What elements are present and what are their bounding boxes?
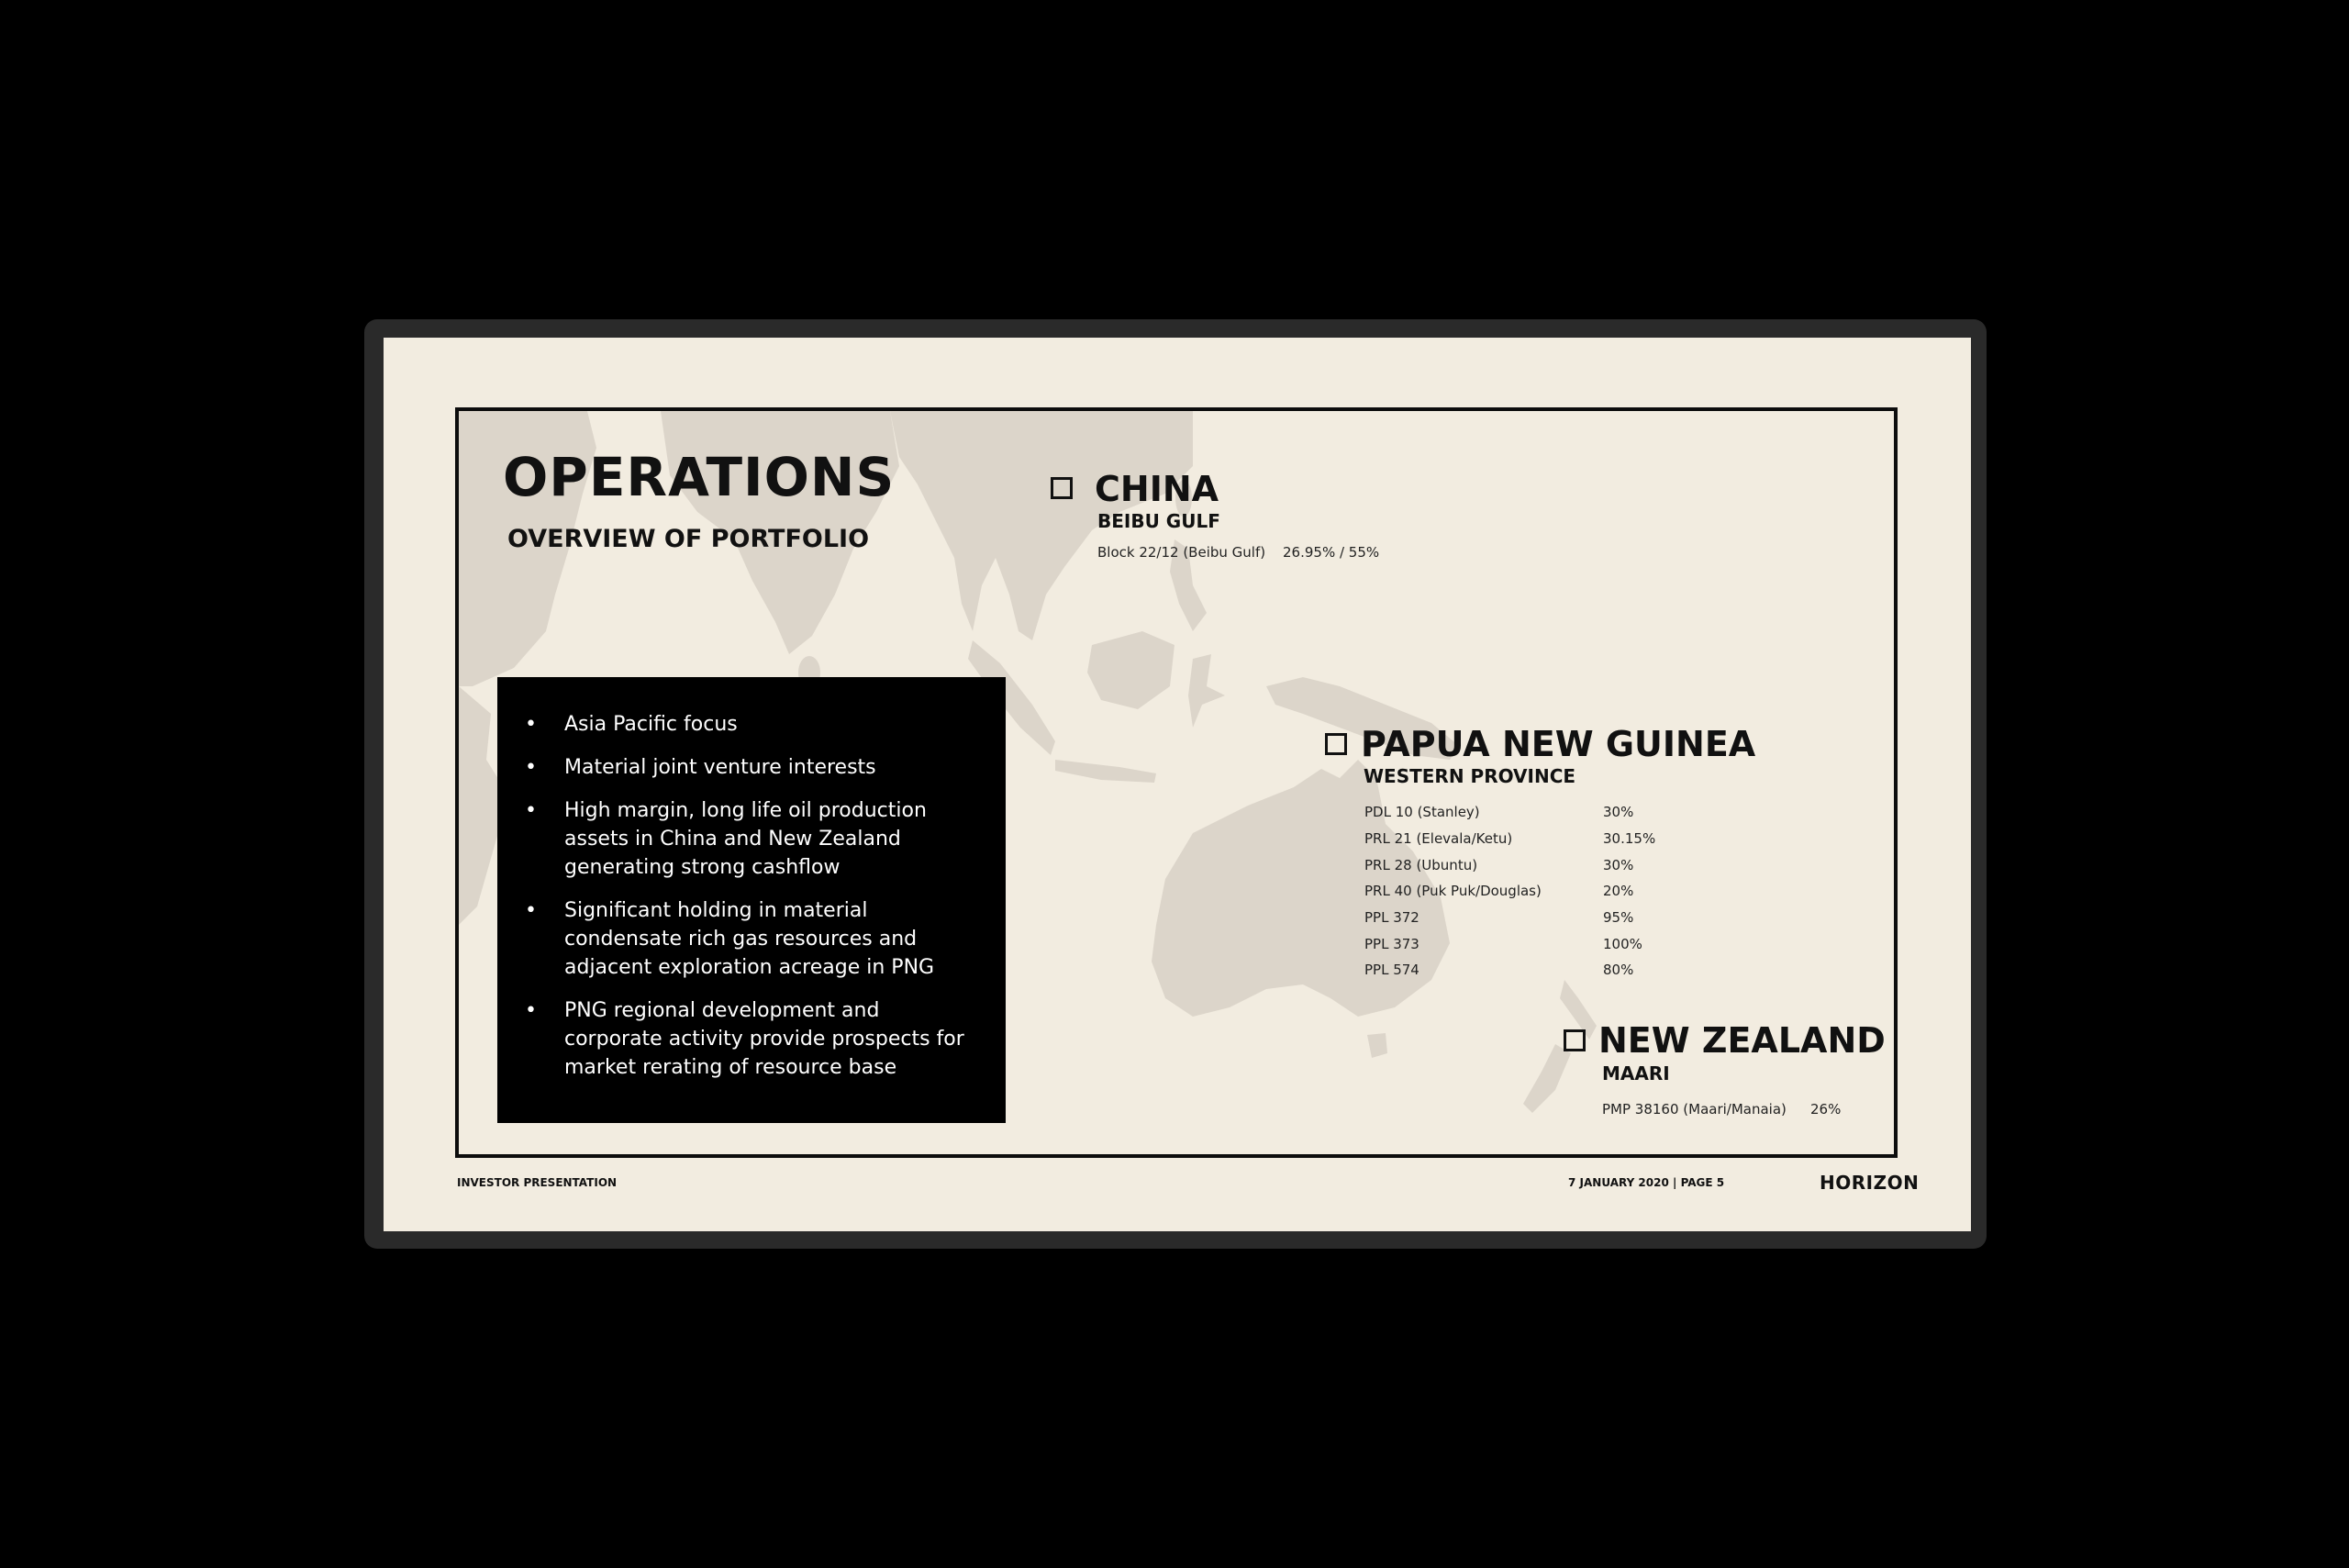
bullet-marker: • [525,756,537,779]
asset-interest: 20% [1603,883,1634,899]
checkbox-icon [1564,1029,1586,1051]
region-subregion: BEIBU GULF [1097,510,1220,532]
region-subregion: MAARI [1602,1062,1670,1084]
asset-name: PRL 21 (Elevala/Ketu) [1364,830,1513,847]
asset-name: PMP 38160 (Maari/Manaia) [1602,1101,1787,1118]
asset-name: PPL 574 [1364,962,1419,978]
bullet-marker: • [525,899,537,922]
asset-name: Block 22/12 (Beibu Gulf) [1097,544,1266,561]
asset-name: PPL 373 [1364,936,1419,952]
list-item [525,896,978,982]
footer-label: INVESTOR PRESENTATION [457,1176,618,1189]
asset-interest: 30% [1603,804,1634,820]
asset-interest: 80% [1603,962,1634,978]
checkbox-icon [1325,733,1347,755]
asset-name: PDL 10 (Stanley) [1364,804,1480,820]
list-item [525,710,978,739]
asset-interest: 26.95% / 55% [1283,544,1380,561]
bullet-text: PNG regional development and corporate activity provide prospects for market rerating of resource base [564,999,964,1079]
bullet-text: High margin, long life oil production assets in China and New Zealand generating strong cashflow [564,799,927,879]
bullet-marker: • [525,999,537,1022]
page-subtitle: OVERVIEW OF PORTFOLIO [507,525,870,553]
asset-name: PRL 28 (Ubuntu) [1364,857,1478,873]
bullet-marker: • [525,713,537,736]
bullet-text: Significant holding in material condensate rich gas resources and adjacent exploration acreage in PNG [564,899,935,979]
region-name: CHINA [1095,469,1219,509]
asset-interest: 26% [1810,1101,1842,1118]
company-logo: HORIZON [1820,1172,1920,1194]
asset-interest: 95% [1603,909,1634,926]
region-name: PAPUA NEW GUINEA [1361,724,1756,764]
bullet-text: Material joint venture interests [564,756,876,779]
asset-name: PRL 40 (Puk Puk/Douglas) [1364,883,1542,899]
bullet-text: Asia Pacific focus [564,713,738,736]
bullet-list [525,710,978,1082]
slide-frame [455,407,1898,1158]
bullet-marker: • [525,799,537,822]
asset-interest: 30.15% [1603,830,1656,847]
page-title: OPERATIONS [503,446,896,508]
checkbox-icon [1051,477,1073,499]
region-subregion: WESTERN PROVINCE [1364,765,1576,787]
region-name: NEW ZEALAND [1598,1020,1886,1061]
asset-interest: 100% [1603,936,1642,952]
list-item [525,753,978,782]
summary-panel [497,677,1006,1123]
asset-name: PPL 372 [1364,909,1419,926]
asset-interest: 30% [1603,857,1634,873]
list-item [525,996,978,1082]
footer-date-page: 7 JANUARY 2020 | PAGE 5 [1568,1176,1725,1189]
list-item [525,796,978,882]
